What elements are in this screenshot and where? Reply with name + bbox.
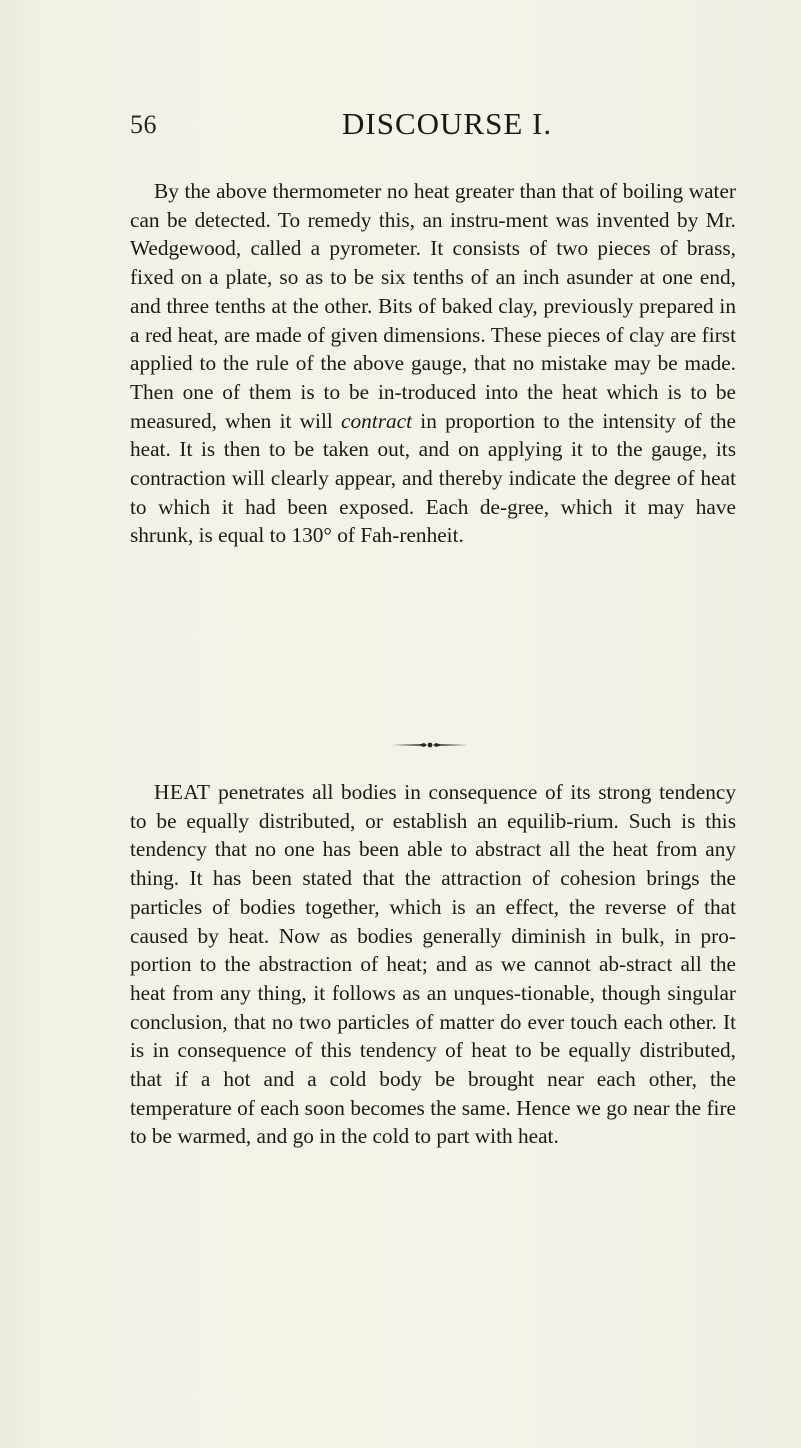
paragraph-text: in proportion to the intensity of the heat. It is then to be taken out, and on applying it to the gauge, its contraction will clearly appear, and thereby indicate the degree of heat to which it had been exposed. Each de-gree, which it may have shrunk, is equal to 130° of Fah-renheit. xyxy=(130,408,736,548)
paragraph-text: By the above thermometer no heat greater than that of boiling water can be detected. To remedy this, an instru-ment was invented by Mr. Wedgewood, called a pyrometer. It consists of two pieces of brass, fixed on a plate, so as to be six tenths of an inch asunder at one end, and three tenths at the other. Bits of baked clay, previously prepared in a red heat, are made of given dimensions. These pieces of clay are first applied to the rule of the above gauge, that no mistake may be made. Then one of them is to be in-troduced into the heat which is to be measured, when it will xyxy=(130,179,736,433)
paragraph-heat-equilibrium xyxy=(130,778,736,1151)
chapter-heading: DISCOURSE I. xyxy=(342,106,553,141)
section-divider-ornament xyxy=(390,740,470,750)
running-head xyxy=(130,104,730,148)
italic-term: contract xyxy=(341,408,413,433)
lead-word: HEAT xyxy=(154,780,211,804)
page-number: 56 xyxy=(130,110,157,139)
paragraph-pyrometer xyxy=(130,177,736,550)
paragraph-text: penetrates all bodies in consequence of its strong tendency to be equally distributed, or establish an equilib-rium. Such is this tendency that no one has been able to abstract all the heat from any thing. It has been stated that the attraction of cohesion brings the particles of bodies together, which is an effect, the reverse of that caused by heat. Now as bodies generally diminish in bulk, in pro-portion to the abstraction of heat; and as we cannot ab-stract all the heat from any thing, it follows as an unques-tionable, though singular conclusion, that no two particles of matter do ever touch each other. It is in consequence of this tendency of heat to be equally distributed, that if a hot and a cold body be brought near each other, the temperature of each soon becomes the same. Hence we go near the fire to be warmed, and go in the cold to part with heat. xyxy=(130,780,736,1149)
